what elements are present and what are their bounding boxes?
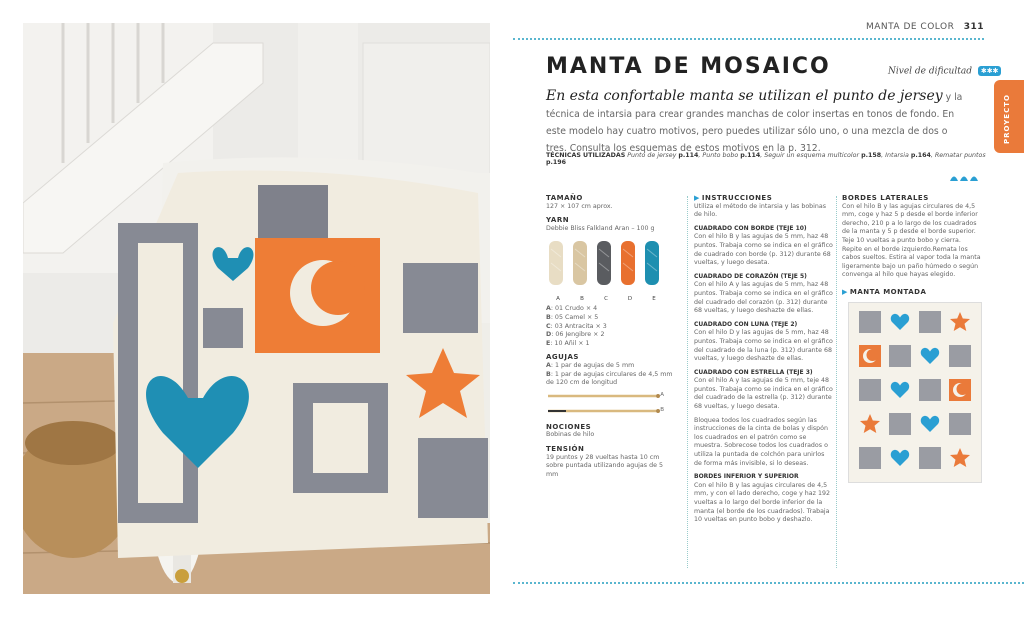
assembled-heading bbox=[842, 288, 982, 297]
needle-key: A bbox=[546, 361, 551, 369]
yarn-letter: B bbox=[580, 295, 584, 302]
yarn-letter: C bbox=[604, 295, 608, 302]
instructions-text: Utiliza el método de intarsia y las bobinas de hilo. bbox=[694, 202, 827, 219]
column-divider bbox=[836, 196, 837, 568]
grey-square-icon bbox=[859, 311, 881, 333]
tension-heading: TENSIÓN bbox=[546, 444, 585, 453]
needle-label: A bbox=[660, 391, 664, 398]
moon-icon bbox=[949, 379, 971, 401]
moon-icon bbox=[859, 345, 881, 367]
step-heading: CUADRADO CON LUNA (TEJE 2) bbox=[694, 320, 798, 328]
technique-2-page: p.158 bbox=[861, 152, 882, 159]
notions-heading: NOCIONES bbox=[546, 422, 592, 431]
column-divider bbox=[687, 196, 688, 568]
intro-rest: y la técnica de intarsia para crear grandes manchas de color insertas en tonos de fondo. En este modelo hay cuatro motivos, pero puedes utilizar sólo uno, o una mezcla de dos o tres. Consulta los esquemas de estos motivos en la p. 312. bbox=[546, 92, 963, 154]
color-key: B bbox=[546, 313, 551, 321]
techniques-line: TÉCNICAS UTILIZADAS Punto de jersey p.114, Punto bobo p.114, Seguir un esquema multicolor p.158, Intarsia p.164, Rematar puntos p.196 bbox=[546, 152, 986, 166]
grey-square-icon bbox=[949, 413, 971, 435]
star-icon bbox=[949, 447, 971, 469]
technique-4-page: p.196 bbox=[546, 159, 567, 166]
color-key: E bbox=[546, 339, 551, 347]
color-text: : 05 Camel × 5 bbox=[550, 313, 599, 321]
color-item bbox=[546, 331, 674, 340]
yarn-heading: YARN bbox=[546, 216, 570, 225]
section-name: MANTA DE COLOR bbox=[865, 22, 955, 32]
color-list bbox=[546, 305, 674, 348]
step-heading: CUADRADO CON ESTRELLA (TEJE 3) bbox=[694, 368, 813, 376]
section-tab-label: PROYECTO bbox=[1003, 94, 1011, 144]
star-icon bbox=[949, 311, 971, 333]
yarn-skeins bbox=[546, 239, 674, 301]
color-item bbox=[546, 314, 674, 323]
color-text: : 03 Antracita × 3 bbox=[550, 322, 607, 330]
grey-square-icon bbox=[919, 311, 941, 333]
size-value: 127 × 107 cm aprox. bbox=[546, 202, 613, 210]
side-borders-heading: BORDES LATERALES bbox=[842, 194, 929, 202]
difficulty-label: Nivel de dificultad bbox=[888, 66, 972, 77]
needle-text: : 1 par de agujas circulares de 4,5 mm de 120 cm de longitud bbox=[546, 370, 673, 387]
step-text: Con el hilo A y las agujas de 5 mm, haz 48 puntos. Trabaja como se indica en el gráfico del cuadrado del corazón (p. 312) durante 68 vueltas, y luego deshazte de ellas. bbox=[694, 281, 833, 315]
top-divider bbox=[513, 38, 984, 40]
step-heading: BORDES INFERIOR Y SUPERIOR bbox=[694, 473, 799, 481]
heart-icon bbox=[889, 447, 911, 469]
step-text: Con el hilo D y las agujas de 5 mm, haz 48 puntos. Trabaja como se indica en el gráfico del cuadrado de la luna (p. 312) durante 68 vueltas, y luego deshazte de ellas. bbox=[694, 329, 833, 363]
difficulty-indicator bbox=[888, 66, 1001, 77]
needle-label: B bbox=[660, 406, 664, 413]
intro-paragraph bbox=[546, 88, 966, 157]
section-tab bbox=[994, 80, 1024, 153]
size-heading: TAMAÑO bbox=[546, 194, 583, 202]
yarn-letter: A bbox=[556, 295, 560, 302]
step-heading: CUADRADO CON BORDE (TEJE 10) bbox=[694, 224, 807, 232]
needle-a-illustration bbox=[546, 391, 674, 403]
bottom-divider bbox=[513, 582, 1024, 584]
techniques-label: TÉCNICAS UTILIZADAS bbox=[546, 152, 626, 159]
materials-column bbox=[546, 194, 674, 479]
technique-4-name: Rematar puntos bbox=[934, 152, 986, 159]
grey-square-icon bbox=[919, 447, 941, 469]
step-text: Con el hilo B y las agujas circulares de 4,5 mm, y con el lado derecho, coge y haz 192 vueltas a lo largo del borde inferior de la manta (el borde de los cuadrados). Trabaja 10 vueltas en punto bobo y deshazlo. bbox=[694, 481, 830, 524]
technique-1-name: Punto bobo bbox=[702, 152, 739, 159]
heart-icon bbox=[889, 379, 911, 401]
page-title: MANTA DE MOSAICO bbox=[546, 54, 831, 79]
grey-square-icon bbox=[889, 345, 911, 367]
needle-b-illustration bbox=[546, 406, 674, 418]
notions-value: Bobinas de hilo bbox=[546, 431, 595, 439]
technique-3-page: p.164 bbox=[910, 152, 931, 159]
assembled-blanket-diagram bbox=[848, 302, 982, 483]
running-header bbox=[866, 22, 984, 32]
technique-0-name: Punto de jersey bbox=[627, 152, 677, 159]
grey-square-icon bbox=[859, 379, 881, 401]
heart-icon bbox=[919, 345, 941, 367]
star-icon bbox=[859, 413, 881, 435]
instructions-heading bbox=[694, 194, 834, 203]
yarn-value: Debbie Bliss Falkland Aran – 100 g bbox=[546, 224, 655, 232]
step-text: Con el hilo B y las agujas de 5 mm, haz 48 puntos. Trabaja como se indica en el gráfico de cuadrado con borde (p. 312) durante 68 vueltas, y luego desata. bbox=[694, 233, 833, 267]
needle-item bbox=[546, 371, 674, 388]
page-number: 311 bbox=[963, 22, 984, 32]
color-key: A bbox=[546, 305, 551, 313]
grey-square-icon bbox=[859, 447, 881, 469]
needles-heading: AGUJAS bbox=[546, 353, 579, 362]
grey-square-icon bbox=[889, 413, 911, 435]
side-borders-text: Con el hilo B y las agujas circulares de 4,5 mm, coge y haz 5 p desde el borde inferior derecho, 210 p a lo largo de los cuadrados de la manta y 5 p desde el borde superior. Teje 10 vueltas a punto bobo y cierra. Repite en el borde izquierdo.Remata los cabos sueltos. Estira al vapor toda la manta ligeramente bajo un paño húmedo o según convenga al hilo que hayas elegido. bbox=[842, 202, 981, 279]
heart-icon bbox=[919, 413, 941, 435]
assembled-heading-text: MANTA MONTADA bbox=[849, 287, 927, 296]
needle-text: : 1 par de agujas de 5 mm bbox=[550, 361, 635, 369]
yarn-letter: E bbox=[652, 295, 656, 302]
intro-lead: En esta confortable manta se utilizan el punto de jersey bbox=[546, 88, 943, 104]
step-heading: CUADRADO DE CORAZÓN (TEJE 5) bbox=[694, 272, 807, 280]
color-key: D bbox=[546, 331, 552, 339]
right-page bbox=[490, 0, 1024, 617]
yarn-skeins-image bbox=[546, 239, 674, 291]
yarn-letter: D bbox=[627, 295, 633, 302]
grey-square-icon bbox=[949, 345, 971, 367]
instructions-column bbox=[694, 194, 834, 525]
color-key: C bbox=[546, 322, 551, 330]
step-text: Bloquea todos los cuadrados según las instrucciones de la cinta de bolas y dispón los cuadrados en el patrón como se muestra. Sobrecose todos los cuadrados o utiliza la puntada de colchón para unirlos de forma más invisible, si lo deseas. bbox=[694, 416, 828, 467]
heart-icon bbox=[889, 311, 911, 333]
tension-value: 19 puntos y 28 vueltas hasta 10 cm sobre puntada utilizando agujas de 5 mm bbox=[546, 453, 663, 478]
difficulty-badge: ✱✱✱ bbox=[978, 66, 1002, 76]
color-text: : 06 Jengibre × 2 bbox=[551, 331, 605, 339]
color-item bbox=[546, 323, 674, 332]
color-text: : 10 Añil × 1 bbox=[550, 339, 590, 347]
needle-key: B bbox=[546, 370, 551, 378]
instructions-heading-text: INSTRUCCIONES bbox=[701, 194, 773, 202]
technique-0-page: p.114 bbox=[678, 152, 699, 159]
technique-1-page: p.114 bbox=[740, 152, 761, 159]
yarn-letters bbox=[546, 295, 674, 304]
color-item bbox=[546, 305, 674, 314]
technique-3-name: Intarsia bbox=[885, 152, 909, 159]
triangle-marker-icon: ▶ bbox=[694, 194, 700, 202]
color-item bbox=[546, 340, 674, 349]
technique-2-name: Seguir un esquema multicolor bbox=[764, 152, 860, 159]
step-text: Con el hilo A y las agujas de 5 mm, teje 48 puntos. Trabaja como se indica en el gráfico del cuadrado de la estrella (p. 312) durante 68 vueltas, y luego desata. bbox=[694, 377, 833, 411]
grey-square-icon bbox=[919, 379, 941, 401]
color-text: : 01 Crudo × 4 bbox=[550, 305, 598, 313]
blanket-photo bbox=[23, 23, 490, 594]
triangle-marker-icon: ▶ bbox=[842, 287, 848, 296]
needle-item bbox=[546, 362, 674, 371]
finishing-column bbox=[842, 194, 982, 297]
leaf-ornament-icon bbox=[950, 172, 978, 185]
